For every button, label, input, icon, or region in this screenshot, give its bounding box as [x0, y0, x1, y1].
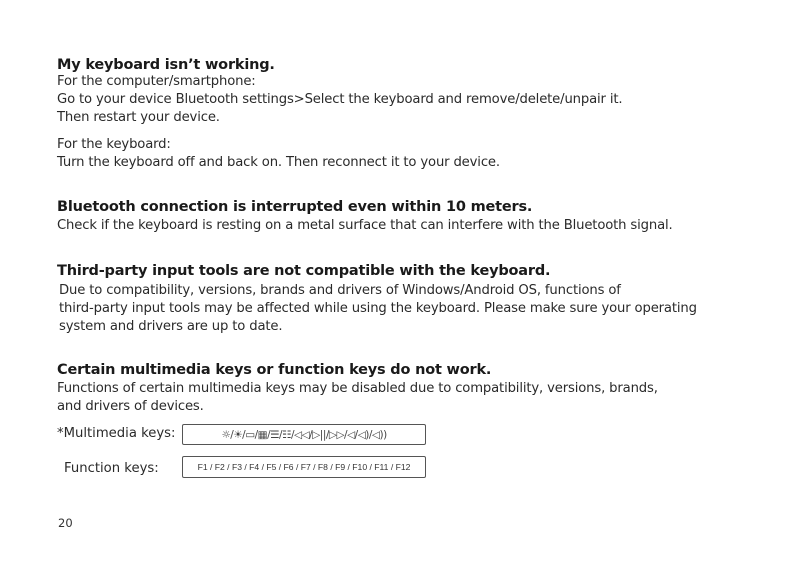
text-multimedia-disabled: Functions of certain multimedia keys may be disabled due to compatibility, versions, brands, — [57, 381, 658, 396]
text-for-keyboard: For the keyboard: — [57, 137, 171, 152]
text-restart-device: Then restart your device. — [57, 110, 220, 125]
text-drivers-of-devices: and drivers of devices. — [57, 399, 204, 414]
text-compatibility: Due to compatibility, versions, brands and drivers of Windows/Android OS, functions of — [59, 283, 621, 298]
function-keys-list: F1 / F2 / F3 / F4 / F5 / F6 / F7 / F8 / F9 / F10 / F11 / F12 — [197, 462, 411, 472]
function-keys-box — [182, 456, 426, 478]
multimedia-keys-label: *Multimedia keys: — [57, 426, 176, 441]
function-keys-label: Function keys: — [64, 461, 159, 476]
heading-third-party: Third-party input tools are not compatible with the keyboard. — [57, 263, 551, 279]
multimedia-keys-icons: ☼/☀/▭/▦/☰/☷/◁◁/▷||/▷▷/◁/◁)/◁)) — [221, 428, 387, 441]
text-bluetooth-settings: Go to your device Bluetooth settings>Select the keyboard and remove/delete/unpair it. — [57, 92, 623, 107]
heading-keyboard-not-working: My keyboard isn’t working. — [57, 57, 275, 73]
heading-bluetooth-interrupted: Bluetooth connection is interrupted even within 10 meters. — [57, 199, 533, 215]
multimedia-keys-box — [182, 424, 426, 445]
text-up-to-date: system and drivers are up to date. — [59, 319, 283, 334]
text-third-party-tools: third-party input tools may be affected while using the keyboard. Please make sure your operating — [59, 301, 697, 316]
text-turn-off-on: Turn the keyboard off and back on. Then reconnect it to your device. — [57, 155, 500, 170]
page-number: 20 — [58, 516, 73, 530]
heading-multimedia-keys: Certain multimedia keys or function keys do not work. — [57, 362, 492, 378]
text-metal-surface: Check if the keyboard is resting on a metal surface that can interfere with the Bluetooth signal. — [57, 218, 673, 233]
text-computer-smartphone: For the computer/smartphone: — [57, 74, 256, 89]
